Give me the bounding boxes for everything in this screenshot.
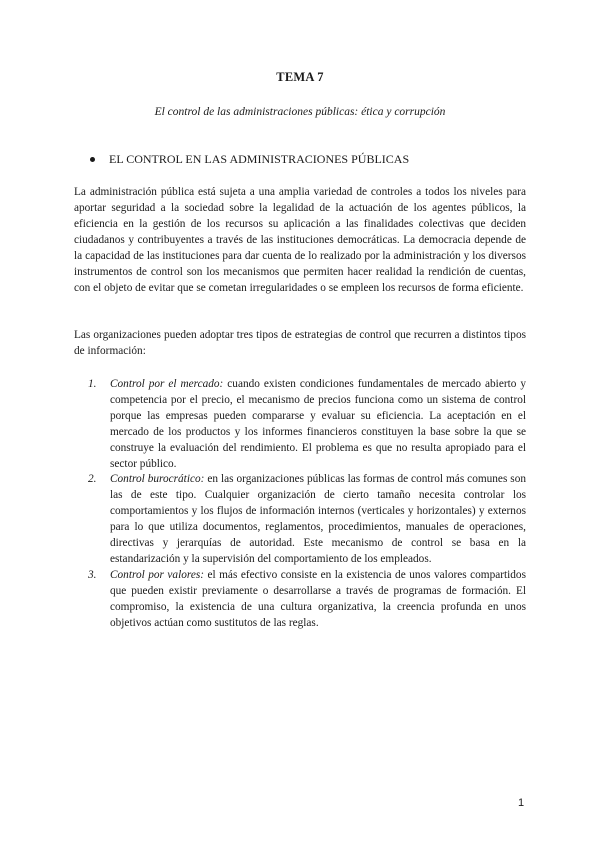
list-item	[88, 472, 526, 567]
section-heading: EL CONTROL EN LAS ADMINISTRACIONES PÚBLICAS	[109, 152, 410, 166]
control-strategies-list	[88, 377, 526, 632]
section-heading-row	[90, 152, 409, 167]
paragraph-intro: La administración pública está sujeta a una amplia variedad de controles a todos los niveles para aportar seguridad a la sociedad sobre la legalidad de la actuación de los agentes públicos, la eficiencia en la gestión de los recursos su aplicación a las finalidades colectivas que deciden ciudadanos y contribuyentes a través de las instituciones democráticas. La democracia depende de la capacidad de las instituciones para dar cuenta de lo realizado por la administración y los diversos instrumentos de control son los mecanismos que permiten hacer realidad la rendición de cuentas, con el objeto de evitar que se cometan irregularidades o se empleen los recursos de forma eficiente.	[74, 186, 526, 294]
list-item	[88, 568, 526, 632]
page-number: 1	[518, 797, 525, 809]
list-item-number: 1.	[88, 378, 97, 390]
list-item-term: Control por valores:	[110, 568, 205, 581]
list-item-text: cuando existen condiciones fundamentales de mercado abierto y competencia por el precio, el mecanismo de precios funciona como un sistema de control porque las empresas pueden compararse y evaluar su eficiencia. La aceptación en el mercado de los productos y los informes financieros constituyen la base sobre la que se construye la evaluación del rendimiento. El problema es que no resulta apropiado para el sector público.	[110, 378, 526, 470]
list-item-text: en las organizaciones públicas las formas de control más comunes son las de este tipo. Cualquier organización de cierto tamaño necesita controlar los comportamientos y los flujos de información internos (verticales y horizontales) y externos para lo que utiliza documentos, reglamentos, procedimientos, manuales de operaciones, directivas y jerarquías de autoridad. Este mecanismo de control se basa en la estandarización y la supervisión del comportamiento de los empleados.	[110, 473, 526, 565]
page-subtitle: El control de las administraciones públicas: ética y corrupción	[154, 106, 446, 118]
list-item-number: 2.	[88, 473, 97, 486]
page-title: TEMA 7	[276, 70, 324, 84]
list-item-term: Control burocrático:	[110, 473, 205, 486]
bullet-icon	[90, 157, 95, 162]
list-item-term: Control por el mercado:	[110, 378, 224, 390]
list-item-number: 3.	[88, 568, 97, 581]
list-item	[88, 377, 526, 472]
paragraph-strategies: Las organizaciones pueden adoptar tres tipos de estrategias de control que recurren a distintos tipos de información:	[74, 329, 526, 357]
list-item-text: el más efectivo consiste en la existencia de unos valores compartidos que pueden existir previamente o desarrollarse a través de programas de formación. El compromiso, la existencia de una cultura organizativa, la creencia profunda en unos objetivos actúan como sustitutos de las reglas.	[110, 568, 526, 629]
